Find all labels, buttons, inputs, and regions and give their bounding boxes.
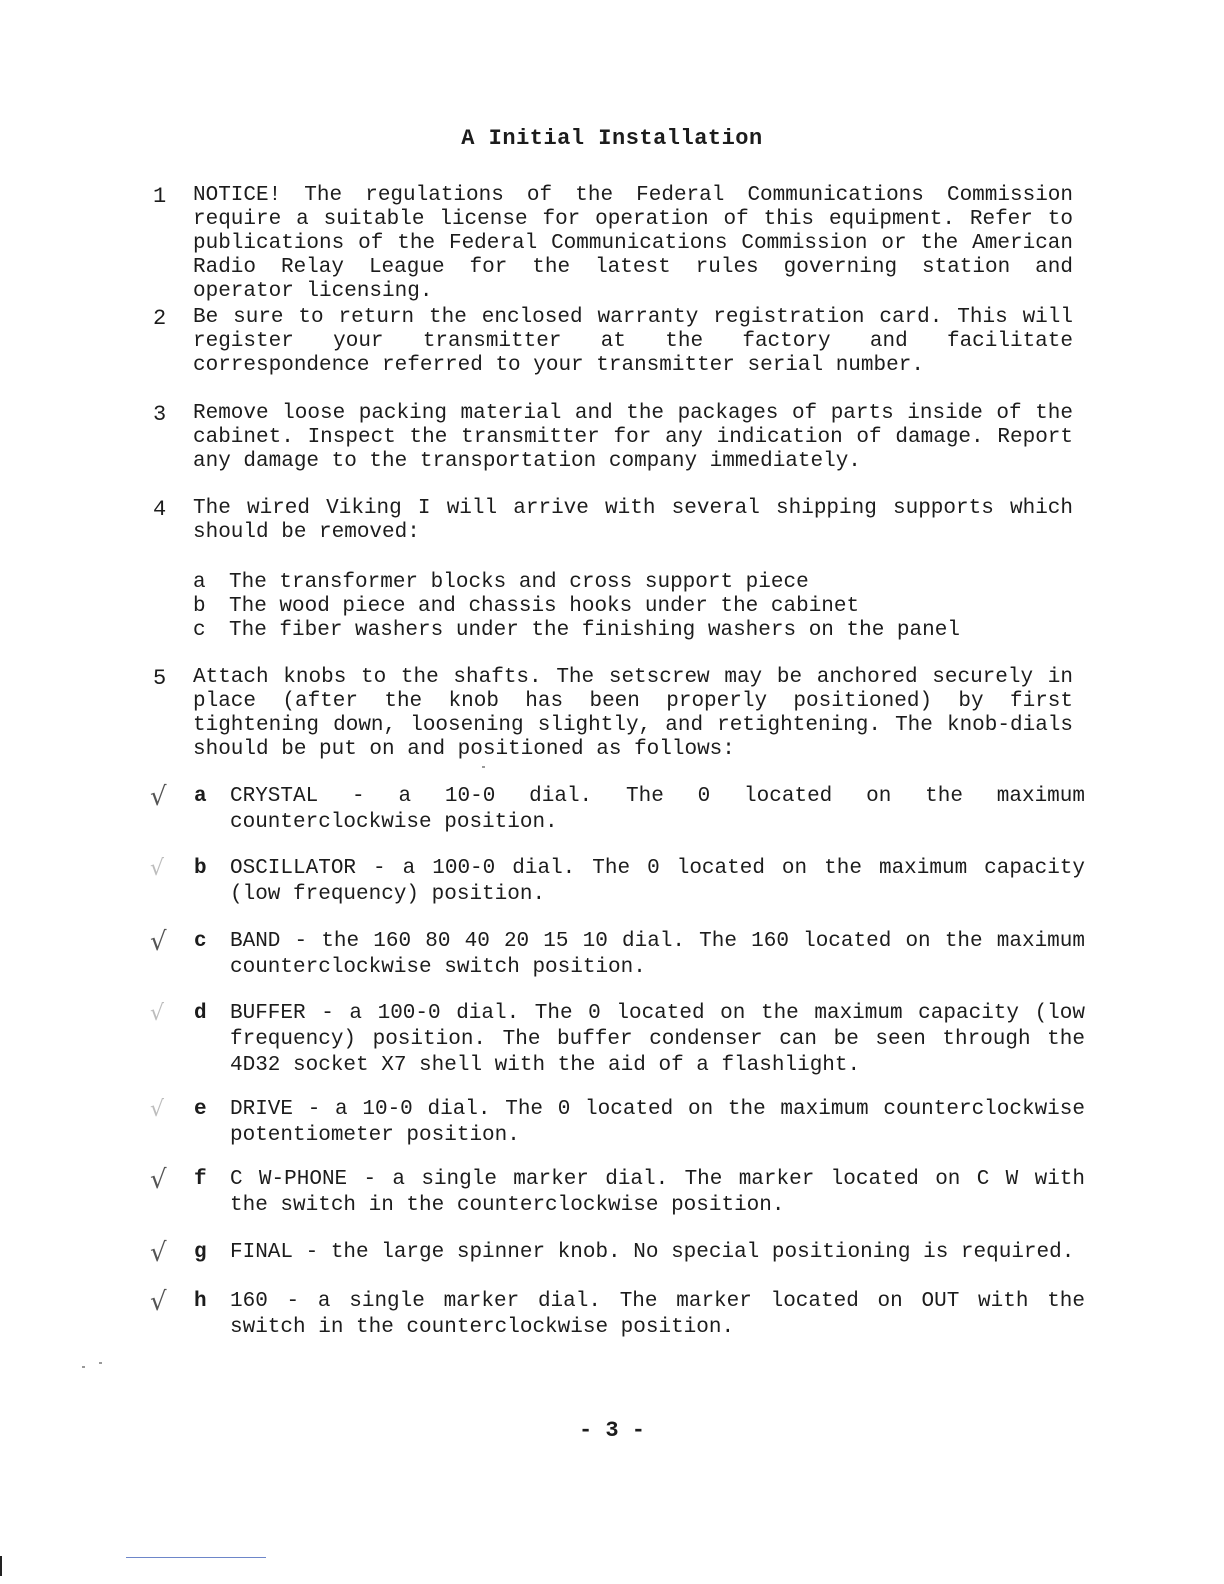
check-mark-icon: √ <box>150 1287 167 1317</box>
item-letter: b <box>194 857 207 880</box>
support-text: The fiber washers under the finishing washers on the panel <box>229 619 960 642</box>
paragraph-text: Remove loose packing material and the packages of parts inside of the cabinet. Inspect the transmitter for any indication of damage. Report any damage to the transportation company immediately. <box>193 402 1073 473</box>
check-mark-icon: √ <box>150 927 167 957</box>
paragraph-number: 3 <box>153 402 167 427</box>
check-mark-icon: √ <box>150 1165 167 1195</box>
paragraph-text: Be sure to return the enclosed warranty registration card. This will register your transmitter at the factory and facilitate correspondence referred to your transmitter serial number. <box>193 306 1073 377</box>
check-mark-icon: √ <box>150 1238 167 1268</box>
check-mark-icon: √ <box>150 1097 165 1122</box>
item-letter: c <box>194 930 207 953</box>
check-mark-icon: √ <box>150 782 167 812</box>
section-title: A Initial Installation <box>461 126 763 151</box>
item-text: CRYSTAL - a 10-0 dial. The 0 located on the maximum counterclockwise position. <box>230 785 1085 834</box>
paragraph-number: 1 <box>153 184 167 209</box>
paragraph-text: The wired Viking I will arrive with several shipping supports which should be removed: <box>193 497 1073 544</box>
paragraph-text: NOTICE! The regulations of the Federal Communications Commission require a suitable license for operation of this equipment. Refer to publications of the Federal Communications Commission or the American Radio Relay League for the latest rules governing station and operator licensing. <box>193 184 1073 303</box>
scan-speck <box>482 766 485 768</box>
item-text: DRIVE - a 10-0 dial. The 0 located on the maximum counterclockwise potentiometer position. <box>230 1098 1085 1147</box>
item-letter: a <box>194 785 207 808</box>
item-letter: d <box>194 1002 207 1025</box>
item-text: BUFFER - a 100-0 dial. The 0 located on the maximum capacity (low frequency) position. The buffer condenser can be seen through the 4D32 socket X7 shell with the aid of a flashlight. <box>230 1002 1085 1077</box>
item-text: BAND - the 160 80 40 20 15 10 dial. The 160 located on the maximum counterclockwise switch position. <box>230 930 1085 979</box>
item-text: C W-PHONE - a single marker dial. The marker located on C W with the switch in the counterclockwise position. <box>230 1168 1085 1217</box>
item-letter: e <box>194 1098 207 1121</box>
check-mark-icon: √ <box>150 856 165 881</box>
page-number: - 3 - <box>578 1418 645 1443</box>
scan-speck <box>99 1362 102 1364</box>
support-text: The wood piece and chassis hooks under the cabinet <box>229 595 860 618</box>
item-text: FINAL - the large spinner knob. No special positioning is required. <box>230 1241 1075 1264</box>
paragraph-number: 2 <box>153 306 167 331</box>
item-text: OSCILLATOR - a 100-0 dial. The 0 located on the maximum capacity (low frequency) position. <box>230 857 1085 906</box>
item-letter: h <box>194 1290 207 1313</box>
support-item <box>0 595 1224 617</box>
support-item <box>0 571 1224 593</box>
support-item <box>0 619 1224 641</box>
item-text: 160 - a single marker dial. The marker located on OUT with the switch in the counterclockwise position. <box>230 1290 1085 1339</box>
scan-speck <box>82 1366 85 1368</box>
support-letter: a <box>193 571 206 594</box>
footer-rule <box>126 1557 266 1558</box>
item-letter: g <box>194 1241 207 1264</box>
item-letter: f <box>194 1168 207 1191</box>
margin-mark <box>0 1556 2 1576</box>
paragraph-number: 4 <box>153 497 167 522</box>
check-mark-icon: √ <box>150 1001 165 1026</box>
paragraph-text: Attach knobs to the shafts. The setscrew may be anchored securely in place (after the knob has been properly positioned) by first tightening down, loosening slightly, and retightening. The knob-dials should be put on and positioned as follows: <box>193 666 1073 761</box>
support-letter: c <box>193 619 206 642</box>
support-text: The transformer blocks and cross support piece <box>229 571 809 594</box>
support-letter: b <box>193 595 206 618</box>
paragraph-number: 5 <box>153 666 167 691</box>
